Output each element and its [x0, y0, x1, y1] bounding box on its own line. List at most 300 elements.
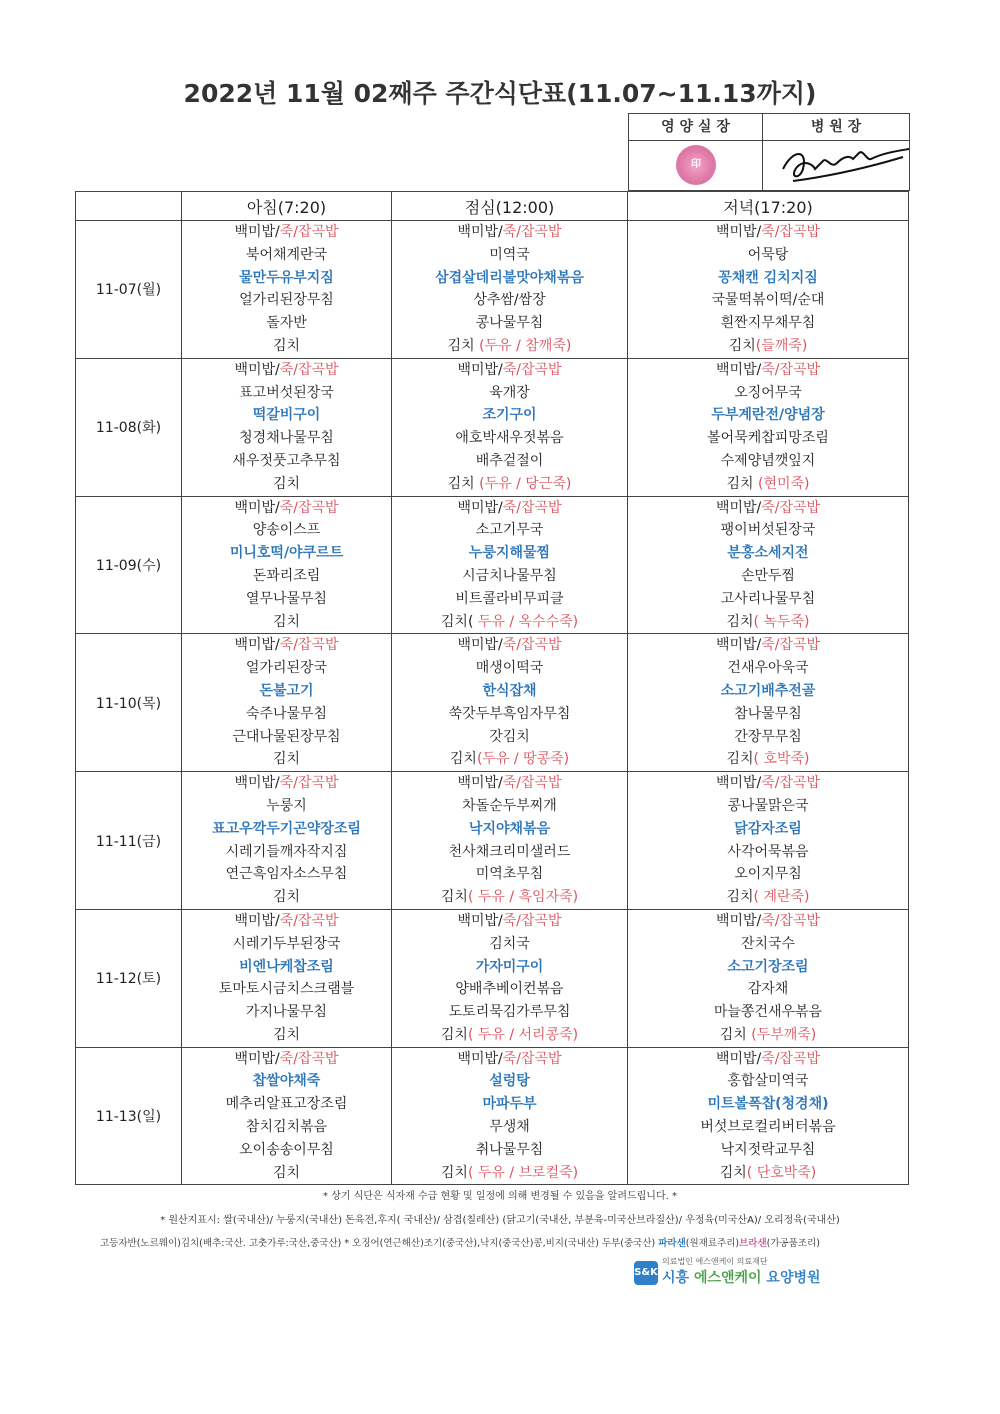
menu-item [392, 886, 627, 909]
menu-item [628, 818, 908, 841]
menu-item-text: 시레기두부된장국 [232, 935, 341, 952]
menu-item-text: 양배추베이컨볶음 [455, 981, 564, 998]
menu-item [392, 588, 627, 611]
menu-item-text: 취나물무침 [475, 1141, 544, 1158]
nutrition-manager-label: 영 양 실 장 [629, 114, 763, 141]
menu-item [392, 1070, 627, 1093]
menu-item-text: 돈꽈리조림 [252, 567, 321, 584]
menu-item-text: 백미밥/ [457, 912, 503, 929]
menu-item [182, 497, 391, 520]
menu-item-porridge: ( 계란죽) [753, 889, 810, 906]
menu-item [628, 886, 908, 909]
menu-item [628, 863, 908, 886]
menu-item [182, 657, 391, 680]
menu-item [182, 1116, 391, 1139]
menu-item-porridge: ( 두유 / 브로컬죽) [467, 1164, 579, 1181]
menu-item-porridge: 죽/잡곡밥 [761, 224, 821, 240]
lunch-cell [392, 221, 628, 359]
breakfast-cell [182, 358, 392, 496]
menu-item [392, 450, 627, 473]
menu-item-text: 돌자반 [266, 315, 307, 332]
menu-item-text: 갓김치 [489, 728, 530, 745]
menu-item-text: 육개장 [489, 384, 530, 401]
menu-item [628, 748, 908, 771]
menu-item [392, 818, 627, 841]
menu-item-text: 마파두부 [482, 1096, 537, 1113]
menu-item-text: 누룽지 [266, 797, 307, 814]
menu-item [628, 703, 908, 726]
day-label: 11-08(화) [76, 358, 182, 496]
dinner-cell [628, 1047, 909, 1185]
dinner-header: 저녁(17:20) [628, 192, 909, 221]
menu-item [628, 933, 908, 956]
day-label: 11-10(목) [76, 634, 182, 772]
menu-item [182, 933, 391, 956]
menu-item [182, 680, 391, 703]
menu-item [182, 1162, 391, 1185]
menu-item-text: 천사채크리미샐러드 [448, 843, 571, 860]
corner-cell [76, 192, 182, 221]
day-label: 11-12(토) [76, 909, 182, 1047]
menu-item-text: 북어채계란국 [245, 246, 328, 263]
day-label: 11-11(금) [76, 772, 182, 910]
menu-item-text: 건새우아욱국 [727, 660, 809, 677]
menu-item [392, 772, 627, 795]
menu-item-text: 양송이스프 [252, 522, 321, 539]
menu-item-text: 볼어묵케찹피망조림 [707, 430, 829, 447]
menu-item [182, 703, 391, 726]
breakfast-cell [182, 221, 392, 359]
menu-item [628, 611, 908, 634]
menu-item-text: 김치 [447, 475, 480, 492]
menu-item [182, 863, 391, 886]
menu-item-porridge: 죽/잡곡밥 [502, 224, 562, 240]
menu-item [182, 748, 391, 771]
menu-item [628, 359, 908, 382]
menu-item-porridge: 죽/잡곡밥 [502, 361, 562, 378]
menu-item-text: 백미밥/ [715, 224, 762, 240]
menu-item [392, 703, 627, 726]
menu-item-porridge: ( 녹두죽) [753, 613, 810, 630]
menu-item-text: 김치 [272, 613, 301, 630]
menu-item [182, 473, 391, 496]
menu-item [628, 267, 908, 290]
menu-item-text: 백미밥/ [234, 224, 280, 240]
menu-item-text: 연근흑임자소스무침 [225, 866, 348, 883]
menu-item-porridge: ( 호박죽) [753, 751, 810, 768]
menu-item-text: 김치 [272, 1026, 301, 1043]
menu-item [628, 657, 908, 680]
day-label: 11-13(일) [76, 1047, 182, 1185]
menu-item-porridge: (들깨죽) [755, 337, 808, 354]
menu-item-text: 무생채 [489, 1119, 530, 1136]
menu-item [182, 312, 391, 335]
menu-item [392, 312, 627, 335]
menu-item-text: 콩나물무침 [475, 315, 544, 332]
menu-item-text: 백미밥/ [234, 499, 280, 516]
menu-item [392, 933, 627, 956]
menu-item [628, 634, 908, 657]
menu-item [392, 473, 627, 496]
hospital-name-brand: 에스앤케이 [693, 1270, 762, 1286]
menu-item [182, 427, 391, 450]
menu-item-porridge: (현미죽) [758, 475, 810, 492]
menu-item [628, 1139, 908, 1162]
menu-item [628, 404, 908, 427]
day-row [76, 496, 909, 634]
menu-item-text: 백미밥/ [715, 499, 762, 516]
hospital-director-label: 병 원 장 [763, 114, 909, 141]
menu-item [392, 289, 627, 312]
menu-item [392, 611, 627, 634]
menu-item-text: 숙주나물무침 [245, 705, 328, 722]
menu-item [628, 427, 908, 450]
day-row [76, 358, 909, 496]
menu-item-text: 김치 [719, 1164, 747, 1181]
menu-item-text: 백미밥/ [234, 361, 280, 378]
menu-item [182, 910, 391, 933]
menu-item-porridge: 죽/잡곡밥 [761, 637, 821, 654]
breakfast-header: 아침(7:20) [182, 192, 392, 221]
menu-item [628, 312, 908, 335]
menu-item-porridge: 죽/잡곡밥 [761, 361, 821, 378]
menu-item [392, 1093, 627, 1116]
menu-item-text: 돈불고기 [259, 682, 314, 699]
menu-item-text: 토마토시금치스크램블 [218, 981, 355, 998]
menu-item [392, 1024, 627, 1047]
menu-item [182, 886, 391, 909]
menu-item-porridge: (두유 / 당근죽) [479, 475, 572, 492]
menu-item-porridge: 죽/잡곡밥 [279, 499, 339, 516]
menu-item [182, 450, 391, 473]
lunch-cell [392, 1047, 628, 1185]
menu-item-text: 참나물무침 [734, 705, 802, 722]
menu-item-text: 배추겉절이 [475, 452, 544, 469]
menu-item-text: 사각어묵볶음 [727, 843, 809, 860]
menu-item [182, 772, 391, 795]
menu-item-text: 분홍소세지전 [727, 545, 809, 562]
menu-item-porridge: 죽/잡곡밥 [279, 224, 339, 240]
menu-item-porridge: 죽/잡곡밥 [279, 912, 339, 929]
menu-item-text: 근대나물된장무침 [232, 728, 341, 745]
menu-item-text: 새우젓풋고추무침 [232, 452, 341, 469]
dinner-cell [628, 909, 909, 1047]
breakfast-cell [182, 496, 392, 634]
menu-item-text: 손만두찜 [740, 567, 796, 584]
menu-item-porridge: 죽/잡곡밥 [761, 499, 821, 516]
menu-item-text: 팽이버섯된장국 [720, 522, 816, 539]
origin-note-text-c: (가공품조리) [766, 1238, 820, 1249]
menu-item-text: 삼겹살데리불맛야채볶음 [435, 269, 584, 286]
origin-note-pink-word: 브라샌 [739, 1238, 767, 1249]
menu-item-text: 낙지젓락교무침 [720, 1141, 816, 1158]
menu-item-text: 백미밥/ [457, 499, 503, 516]
menu-item-text: 매생이떡국 [475, 660, 544, 677]
menu-item-text: 열무나물무침 [245, 590, 328, 607]
menu-item-text: 한식잡채 [482, 682, 537, 699]
menu-item-text: 흰짠지무채무침 [720, 315, 816, 332]
menu-item [182, 1048, 391, 1071]
menu-item [628, 473, 908, 496]
menu-item-text: 김치 [272, 889, 301, 906]
menu-item [628, 772, 908, 795]
menu-item-text: 비트콜라비무피클 [455, 590, 564, 607]
menu-item-text: 닭감자조림 [734, 820, 802, 837]
menu-item [628, 841, 908, 864]
nutrition-manager-sign-cell [629, 141, 763, 190]
breakfast-cell [182, 1047, 392, 1185]
breakfast-cell [182, 634, 392, 772]
menu-item [628, 450, 908, 473]
menu-item [182, 335, 391, 358]
menu-item [628, 726, 908, 749]
lunch-cell [392, 358, 628, 496]
menu-item-text: 간장무무침 [734, 728, 802, 745]
menu-item-text: 미역국 [489, 246, 530, 263]
menu-item-porridge: 죽/잡곡밥 [279, 1050, 339, 1067]
menu-item [182, 221, 391, 244]
menu-item [182, 818, 391, 841]
menu-item [182, 611, 391, 634]
menu-item-text: 설렁탕 [489, 1073, 530, 1090]
menu-item [628, 1162, 908, 1185]
page-title: 2022년 11월 02째주 주간식단표(11.07~11.13까지) [183, 79, 817, 108]
origin-note-line2 [100, 1235, 920, 1249]
menu-item-text: 얼가리된장국 [245, 660, 328, 677]
dinner-cell [628, 221, 909, 359]
menu-item [628, 795, 908, 818]
menu-item [392, 404, 627, 427]
menu-item-porridge: 죽/잡곡밥 [502, 637, 562, 654]
menu-item-text: 표고버섯된장국 [239, 384, 334, 401]
menu-item [628, 956, 908, 979]
menu-item-text: 고사리나물무침 [720, 590, 816, 607]
menu-item [182, 1139, 391, 1162]
menu-item-text: 백미밥/ [457, 1050, 503, 1067]
menu-item-text: 버섯브로컬리버터볶음 [700, 1119, 836, 1136]
menu-item-text: 꽁채캔 김치지짐 [718, 269, 818, 286]
menu-item [392, 427, 627, 450]
menu-item [628, 497, 908, 520]
menu-item-text: 수제양념깻잎지 [720, 452, 816, 469]
menu-item [182, 956, 391, 979]
hospital-director-sign-cell [763, 141, 909, 190]
origin-note-text-b: (원재료주리) [685, 1238, 740, 1249]
menu-item-text: 백미밥/ [457, 775, 503, 792]
menu-item [392, 910, 627, 933]
menu-item-text: 쑥갓두부흑임자무침 [448, 705, 571, 722]
menu-item-text: 김치( [440, 613, 478, 630]
menu-item-text: 시금치나물무침 [462, 567, 557, 584]
menu-item-text: 김치 [726, 751, 754, 768]
menu-item-text: 홍합살미역국 [727, 1073, 809, 1090]
menu-item [392, 680, 627, 703]
lunch-cell [392, 634, 628, 772]
menu-item-text: 김치 [440, 889, 468, 906]
menu-item-text: 김치국 [489, 935, 530, 952]
hospital-name-type: 요양병원 [761, 1270, 821, 1286]
menu-item-text: 얼가리된장무침 [239, 292, 334, 309]
menu-item-text: 백미밥/ [715, 775, 762, 792]
menu-item-porridge: ( 단호박죽) [746, 1164, 817, 1181]
menu-item [182, 289, 391, 312]
menu-item [392, 1139, 627, 1162]
menu-item [392, 542, 627, 565]
menu-item-text: 김치 [449, 751, 477, 768]
menu-item-text: 상추쌈/쌈장 [473, 292, 546, 309]
menu-item-text: 찹쌀야채죽 [252, 1073, 321, 1090]
menu-item [182, 634, 391, 657]
menu-item-text: 김치 [726, 613, 754, 630]
menu-item [392, 519, 627, 542]
menu-item-porridge: 죽/잡곡밥 [502, 775, 562, 792]
menu-item [392, 978, 627, 1001]
menu-item-text: 낙지야채볶음 [468, 820, 551, 837]
menu-item-porridge: ( 두유 / 흑임자죽) [467, 889, 579, 906]
menu-item-text: 애호박새우젓볶음 [455, 430, 564, 447]
day-row [76, 909, 909, 1047]
menu-item [182, 267, 391, 290]
menu-item-text: 두부계란전/양념장 [711, 407, 825, 424]
menu-item-text: 김치 [726, 475, 758, 492]
menu-item-text: 어묵탕 [747, 246, 789, 263]
disclaimer-note: * 상기 식단은 식자재 수급 현황 및 일정에 의해 변경될 수 있음을 알려드립니다. * [323, 1191, 677, 1202]
menu-item-text: 청경채나물무침 [239, 430, 334, 447]
menu-item [392, 634, 627, 657]
menu-item-porridge: 죽/잡곡밥 [502, 499, 562, 516]
menu-item [182, 1001, 391, 1024]
lunch-header: 점심(12:00) [392, 192, 628, 221]
menu-item [628, 382, 908, 405]
day-row [76, 634, 909, 772]
menu-item-porridge: (두유 / 땅콩죽) [476, 751, 570, 768]
lunch-cell [392, 909, 628, 1047]
menu-item [182, 404, 391, 427]
menu-item-porridge: ( 두유 / 서리콩죽) [467, 1026, 579, 1043]
menu-item [628, 542, 908, 565]
menu-item-porridge: 죽/잡곡밥 [761, 775, 821, 792]
menu-item-text: 소고기장조림 [727, 958, 809, 975]
menu-item-text: 감자채 [747, 981, 789, 998]
origin-note-blue-word: 파라샌 [658, 1238, 686, 1249]
menu-item [392, 565, 627, 588]
menu-item [628, 588, 908, 611]
menu-item [392, 657, 627, 680]
menu-item-porridge: 죽/잡곡밥 [502, 912, 562, 929]
menu-item [182, 726, 391, 749]
dinner-cell [628, 634, 909, 772]
menu-item-text: 백미밥/ [457, 224, 503, 240]
menu-item [392, 795, 627, 818]
menu-item [628, 335, 908, 358]
menu-item [628, 1048, 908, 1071]
menu-item-porridge: 죽/잡곡밥 [279, 361, 339, 378]
dinner-cell [628, 358, 909, 496]
menu-item-porridge: 죽/잡곡밥 [279, 637, 339, 654]
menu-item [392, 1001, 627, 1024]
day-row [76, 1047, 909, 1185]
hospital-logo [634, 1256, 824, 1290]
menu-item-text: 시레기들깨자작지짐 [225, 843, 348, 860]
menu-item-text: 김치 [272, 1164, 301, 1181]
menu-item-text: 백미밥/ [715, 1050, 762, 1067]
menu-item [182, 1093, 391, 1116]
menu-item-porridge: 죽/잡곡밥 [761, 1050, 821, 1067]
menu-item-text: 백미밥/ [715, 637, 762, 654]
menu-item-text: 떡갈비구이 [252, 407, 321, 424]
menu-item [182, 978, 391, 1001]
menu-item [628, 1093, 908, 1116]
seal-stamp-icon: 印 [676, 145, 716, 185]
menu-item-text: 표고우깍두기곤약장조림 [212, 820, 361, 837]
signature-icon [753, 139, 913, 199]
menu-item-text: 참치김치볶음 [245, 1119, 328, 1136]
menu-item [628, 244, 908, 267]
menu-item [628, 1070, 908, 1093]
menu-item-text: 차돌순두부찌개 [462, 797, 557, 814]
menu-item-text: 콩나물맑은국 [727, 797, 809, 814]
menu-item [392, 221, 627, 244]
menu-item-text: 백미밥/ [234, 637, 280, 654]
menu-item-porridge: (두부깨죽) [751, 1026, 817, 1043]
menu-item [392, 956, 627, 979]
hospital-name-city: 시흥 [662, 1270, 694, 1286]
weekly-menu-table [75, 191, 909, 1185]
menu-item [628, 565, 908, 588]
menu-item-text: 국물떡볶이떡/순대 [711, 292, 825, 309]
menu-item [628, 289, 908, 312]
menu-item-text: 미니호떡/야쿠르트 [229, 545, 344, 562]
menu-item-text: 김치 [440, 1164, 468, 1181]
menu-item-text: 백미밥/ [457, 637, 503, 654]
menu-item [182, 795, 391, 818]
menu-item-text: 김치 [728, 337, 756, 354]
hospital-foundation-name: 의료법인 에스앤케이 의료재단 [662, 1257, 768, 1266]
menu-item [392, 335, 627, 358]
menu-item-text: 가자미구이 [475, 958, 544, 975]
menu-item [628, 221, 908, 244]
day-label: 11-07(월) [76, 221, 182, 359]
menu-item-text: 백미밥/ [234, 775, 280, 792]
menu-item-text: 미트볼폭찹(청경채) [707, 1096, 829, 1113]
dinner-cell [628, 772, 909, 910]
menu-item [392, 382, 627, 405]
menu-item-text: 도토리묵김가루무침 [448, 1004, 571, 1021]
menu-item-text: 김치 [272, 337, 301, 354]
day-row [76, 221, 909, 359]
menu-item [182, 841, 391, 864]
menu-item-text: 백미밥/ [234, 912, 280, 929]
menu-item-text: 김치 [272, 475, 301, 492]
menu-item [182, 244, 391, 267]
day-row [76, 772, 909, 910]
hospital-logo-icon: S&K [634, 1261, 658, 1285]
menu-item [392, 244, 627, 267]
menu-item-porridge: 죽/잡곡밥 [279, 775, 339, 792]
menu-item-text: 잔치국수 [740, 935, 796, 952]
menu-item [628, 910, 908, 933]
origin-note-text: 고등자반(노르웨이)김치(배추:국산. 고춧가루:국산,중국산) * 오징어(연근해산)조기(중국산),낙지(중국산)콩,비지(국내산) 두부(중국산) [100, 1238, 659, 1249]
menu-item-porridge: 죽/잡곡밥 [502, 1050, 562, 1067]
menu-item-text: 오이지무침 [734, 866, 802, 883]
menu-item [628, 1001, 908, 1024]
menu-item [628, 519, 908, 542]
menu-item-text: 백미밥/ [457, 361, 503, 378]
menu-item-text: 백미밥/ [715, 912, 762, 929]
header-row [76, 192, 909, 221]
menu-item-text: 김치 [447, 337, 480, 354]
menu-item [182, 588, 391, 611]
